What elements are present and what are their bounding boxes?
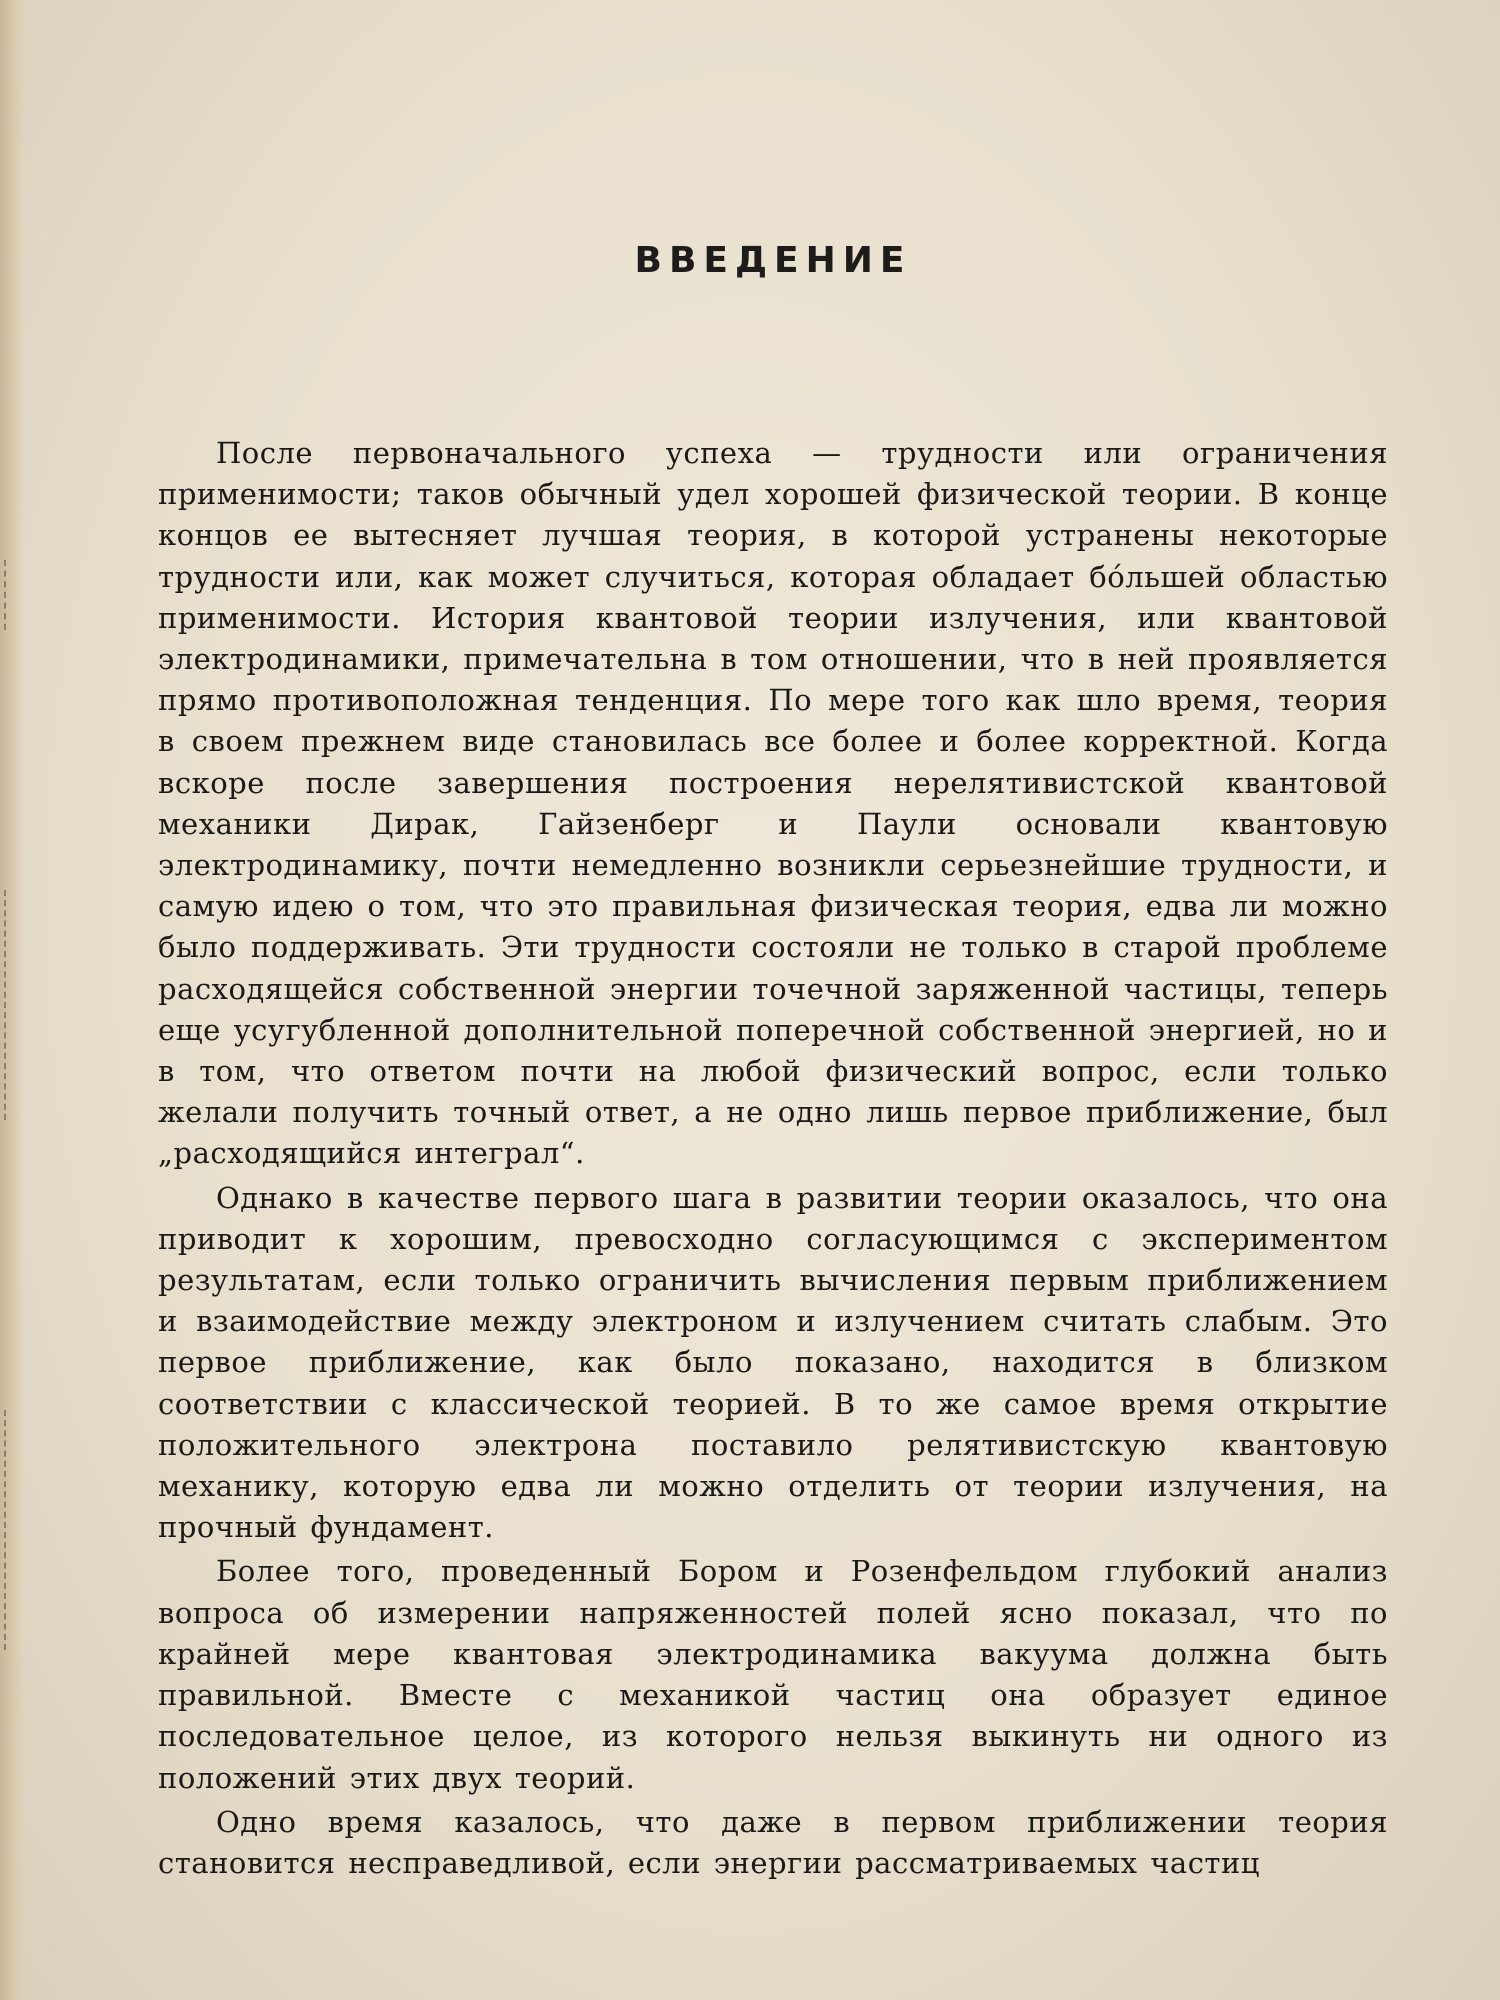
paragraph-1: После первоначального успеха — трудности или ограничения применимости; таков обычный удел хорошей физической теории. В конце концов ее вытесняет лучшая теория, в которой устранены некоторые трудности или, как может случиться, которая обладает бо́льшей областью применимости. История квантовой теории излучения, или квантовой электродинамики, примечательна в том отношении, что в ней проявляется прямо противоположная тенденция. По мере того как шло время, теория в своем прежнем виде становилась все более и более корректной. Когда вскоре после завершения построения нерелятивистской квантовой механики Дирак, Гайзенберг и Паули основали квантовую электродинамику, почти немедленно возникли серьезнейшие трудности, и самую идею о том, что это правильная физическая теория, едва ли можно было поддерживать. Эти трудности состояли не только в старой проблеме расходящейся собственной энергии точечной заряженной частицы, теперь еще усугубленной дополнительной поперечной собственной энергией, но и в том, что ответом почти на любой физический вопрос, если только желали получить точный ответ, а не одно лишь первое приближение, был „расходящийся интеграл“. (158, 436, 1388, 1171)
binding-stitch (4, 890, 16, 1120)
body-text (158, 433, 1388, 1884)
binding-stitch (4, 560, 16, 630)
chapter-heading: ВВЕДЕНИЕ (634, 240, 912, 281)
binding-stitch (4, 1410, 16, 1650)
book-spine-edge (0, 0, 24, 2000)
paragraph-2: Однако в качестве первого шага в развитии теории оказалось, что она приводит к хорошим, превосходно согласующимся с экспериментом результатам, если только ограничить вычисления первым приближением и взаимодействие между электроном и излучением считать слабым. Это первое приближение, как было показано, находится в близком соответствии с классической теорией. В то же самое время открытие положительного электрона поставило релятивистскую квантовую механику, которую едва ли можно отделить от теории излучения, на прочный фундамент. (158, 1180, 1388, 1545)
paragraph-3: Более того, проведенный Бором и Розенфельдом глубокий анализ вопроса об измерении напряженностей полей ясно показал, что по крайней мере квантовая электродинамика вакуума должна быть правильной. Вместе с механикой частиц она образует единое последовательное целое, из которого нельзя выкинуть ни одного из положений этих двух теорий. (158, 1554, 1388, 1795)
paragraph-4: Одно время казалось, что даже в первом приближении теория становится несправедливой, если энергии рассматриваемых частиц (158, 1804, 1388, 1880)
